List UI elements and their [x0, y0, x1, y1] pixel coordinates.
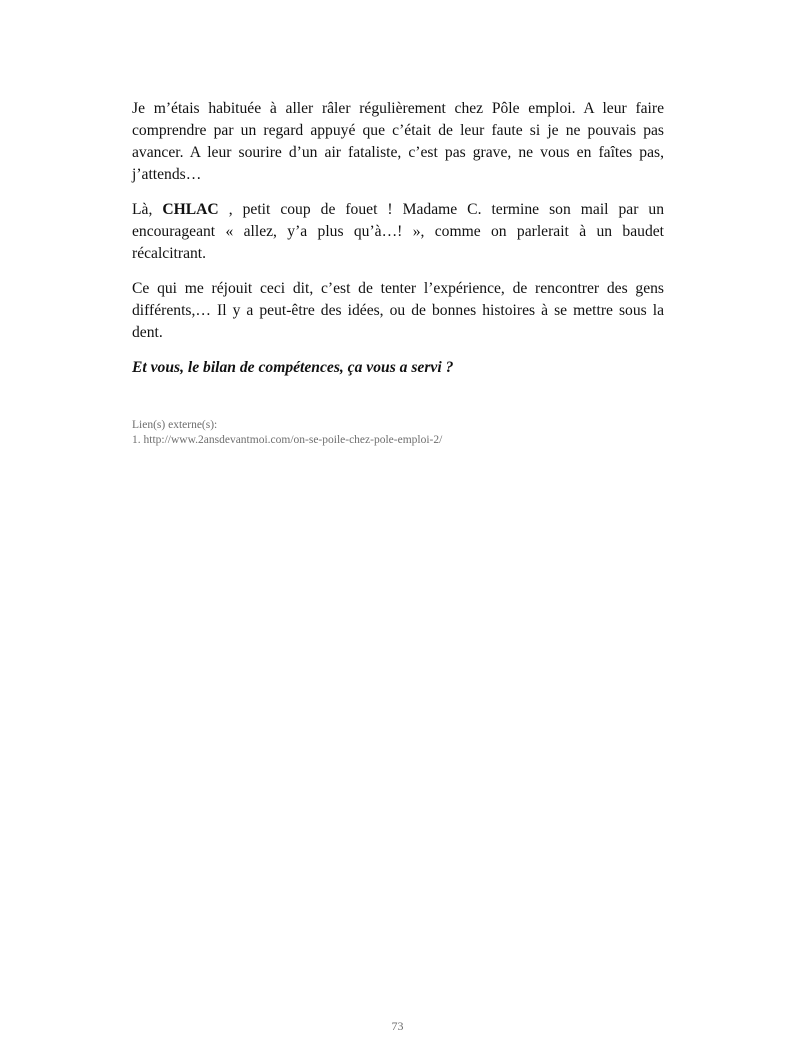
- external-links-heading: Lien(s) externe(s):: [132, 419, 218, 431]
- external-links: [132, 418, 442, 448]
- chlac-emphasis: CHLAC: [162, 201, 219, 218]
- article-body: [132, 98, 664, 392]
- paragraph-2-intro: Là,: [132, 201, 153, 218]
- external-link-1[interactable]: 1. http://www.2ansdevantmoi.com/on-se-poile-chez-pole-emploi-2/: [132, 434, 443, 446]
- closing-question: Et vous, le bilan de compétences, ça vous a servi ?: [132, 359, 454, 376]
- paragraph-1: Je m’étais habituée à aller râler régulièrement chez Pôle emploi. A leur faire comprendre par un regard appuyé que c’était de leur faute si je ne pouvais pas avancer. A leur sourire d’un air fataliste, c’est pas grave, ne vous en faîtes pas, j’attends…: [132, 100, 664, 183]
- paragraph-2: [132, 199, 664, 265]
- paragraph-3: Ce qui me réjouit ceci dit, c’est de tenter l’expérience, de rencontrer des gens différents,… Il y a peut-être des idées, ou de bonnes histoires à se mettre sous la dent.: [132, 280, 664, 341]
- page-number: 73: [391, 1019, 404, 1033]
- paragraph-2-rest: , petit coup de fouet ! Madame C. termine son mail par un encourageant « allez, y’a plus qu’à…! », comme on parlerait à un baudet récalcitrant.: [132, 201, 664, 262]
